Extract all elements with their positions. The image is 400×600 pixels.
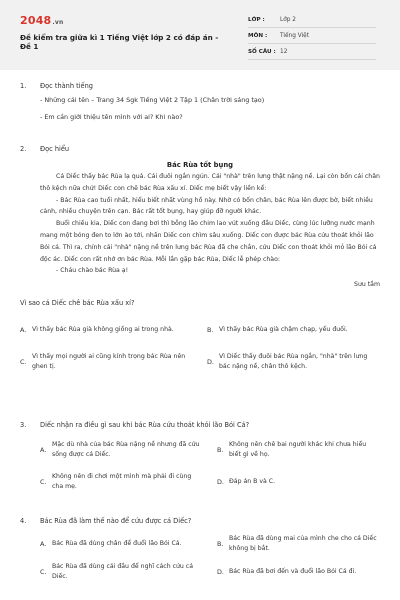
option-a[interactable] <box>20 319 193 341</box>
info-key: LỚP : <box>248 16 265 23</box>
option-letter: B. <box>217 446 224 454</box>
passage-paragraph: - Cháu chào bác Rùa ạ! <box>56 267 129 275</box>
info-value: Lớp 2 <box>280 16 296 23</box>
option-b[interactable] <box>217 439 380 461</box>
option-letter: D. <box>217 568 224 576</box>
option-text: Bác Rùa đã bơi đến và đuổi lão Bói Cá đi. <box>229 567 357 575</box>
option-d[interactable] <box>217 561 380 583</box>
section-title: Đọc hiểu <box>40 145 70 153</box>
option-letter: C. <box>40 478 47 486</box>
option-text: Bác Rùa đã dùng mai của mình che cho cá Diếc không bị bắt. <box>229 534 377 552</box>
passage <box>20 171 380 291</box>
page-header <box>0 0 400 70</box>
text-line: - Em cần giới thiệu tên mình với ai? Khi nào? <box>40 113 183 121</box>
passage-paragraph: Buổi chiều kia, Diếc con đang bơi thì bỗng lão chim lao vút xuống đầu Diếc, cùng lúc lưỡng nước mạnh mang một bóng đen to lớn ào tới, nhấn Diếc con chìm sâu xuống. Diếc con được bác Rùa cứu thoát khỏi lão Bói cá. Thì ra, chính cái "nhà" nặng nề trên lưng bác Rùa đã che chắn, cứu Diếc con thoát khỏi mỏ lão Bói cá độc ác. Diếc con rất nhớ ơn bác Rùa. Mỗi lần gặp bác Rùa, Diếc lễ phép chào: <box>40 220 377 263</box>
section-heading <box>20 145 380 153</box>
option-text: Vì Diếc thấy đuôi bác Rùa ngắn, "nhà" trên lưng bác nặng nề, chân thô kệch. <box>219 352 368 371</box>
info-key: SỐ CÂU : <box>248 48 276 55</box>
text-line: - Những cái tên – Trang 34 Sgk Tiếng Việt 2 Tập 1 (Chân trời sáng tạo) <box>40 96 265 104</box>
option-d[interactable] <box>217 471 380 493</box>
logo-suffix: .vn <box>52 19 64 26</box>
option-c[interactable] <box>40 561 203 583</box>
option-a[interactable] <box>40 533 203 555</box>
passage-title: Bác Rùa tốt bụng <box>166 161 234 169</box>
option-d[interactable] <box>207 351 380 373</box>
option-letter: B. <box>217 540 224 548</box>
option-text: Vì thấy bác Rùa già chậm chạp, yếu đuối. <box>219 325 348 333</box>
page-title: Đề kiểm tra giữa kì 1 Tiếng Việt lớp 2 có đáp án - Đề 1 <box>20 33 219 51</box>
option-b[interactable] <box>207 319 380 341</box>
info-value: 12 <box>280 48 288 55</box>
option-letter: A. <box>40 540 47 548</box>
option-text: Mặc dù nhà của bác Rùa nặng nề nhưng đã cứu sống được cá Diếc. <box>52 440 200 458</box>
answer-options <box>20 319 380 373</box>
question-text: Diếc nhận ra điều gì sau khi bác Rùa cứu thoát khỏi lão Bói Cá? <box>40 421 250 429</box>
answer-options <box>20 533 380 583</box>
section-reading-aloud <box>20 82 380 123</box>
option-text: Đáp án B và C. <box>229 477 276 485</box>
passage-source: Sưu tầm <box>354 281 380 289</box>
passage-paragraph: Cá Diếc thấy bác Rùa lạ quá. Cái đuôi ngắn ngủn. Cái "nhà" trên lưng thật nặng nề. Lại còn bốn cái chân thô kệch nữa chứ! Diếc con chê bác Rùa xấu xí. Diếc mẹ biết vậy liền kể: <box>40 173 380 192</box>
section-heading <box>20 82 380 90</box>
option-c[interactable] <box>40 471 203 493</box>
passage-paragraph: - Bác Rùa cao tuổi nhất, hiểu biết nhất vùng hồ này. Nhờ có bốn chân, bác Rùa lên được bờ, biết nhiều cảnh, nhiều chuyện trên cạn. Bác rất tốt bụng, hay giúp đỡ người khác. <box>40 196 373 216</box>
option-text: Không nên chê bai người khác khi chưa hiểu biết gì về họ. <box>229 440 367 458</box>
option-text: Bác Rùa đã dùng chân để đuổi lão Bói Cá. <box>52 539 182 547</box>
section-heading <box>20 517 380 525</box>
answer-options <box>20 439 380 493</box>
question-4 <box>20 517 380 583</box>
section-title: Đọc thành tiếng <box>40 82 93 90</box>
option-letter: A. <box>40 446 47 454</box>
section-number: 4. <box>20 517 27 525</box>
option-text: Vì thấy mọi người ai cũng kính trọng bác Rùa nên ghen tị. <box>32 352 186 371</box>
section-number: 2. <box>20 145 27 153</box>
info-row-subject <box>248 28 376 44</box>
section-heading <box>20 421 380 429</box>
option-a[interactable] <box>40 439 203 461</box>
info-row-grade <box>248 12 376 28</box>
option-c[interactable] <box>20 351 193 373</box>
question-3 <box>20 421 380 493</box>
logo-text: 2048 <box>20 14 52 27</box>
option-letter: D. <box>217 478 224 486</box>
section-number: 1. <box>20 82 27 90</box>
option-letter: C. <box>20 358 27 367</box>
option-letter: A. <box>20 326 27 335</box>
option-b[interactable] <box>217 533 380 555</box>
question-text: Bác Rùa đã làm thế nào để cứu được cá Diếc? <box>40 517 192 525</box>
info-key: MÔN : <box>248 32 268 39</box>
section-number: 3. <box>20 421 27 429</box>
option-letter: B. <box>207 326 214 335</box>
info-row-count <box>248 44 376 60</box>
option-text: Vì thấy bác Rùa già không giống ai trong nhà. <box>32 325 174 333</box>
option-letter: C. <box>40 568 47 576</box>
site-logo[interactable] <box>20 14 63 27</box>
option-text: Bác Rùa đã dùng cái đầu để nghĩ cách cứu cá Diếc. <box>52 562 193 580</box>
exam-info-box <box>248 12 376 60</box>
info-value: Tiếng Việt <box>280 32 310 39</box>
option-letter: D. <box>207 358 214 367</box>
option-text: Không nên đi chơi một mình mà phải đi cùng cha mẹ. <box>52 472 192 490</box>
section-reading-comprehension <box>20 145 380 373</box>
question-text: Vì sao cá Diếc chê bác Rùa xấu xí? <box>20 299 135 308</box>
